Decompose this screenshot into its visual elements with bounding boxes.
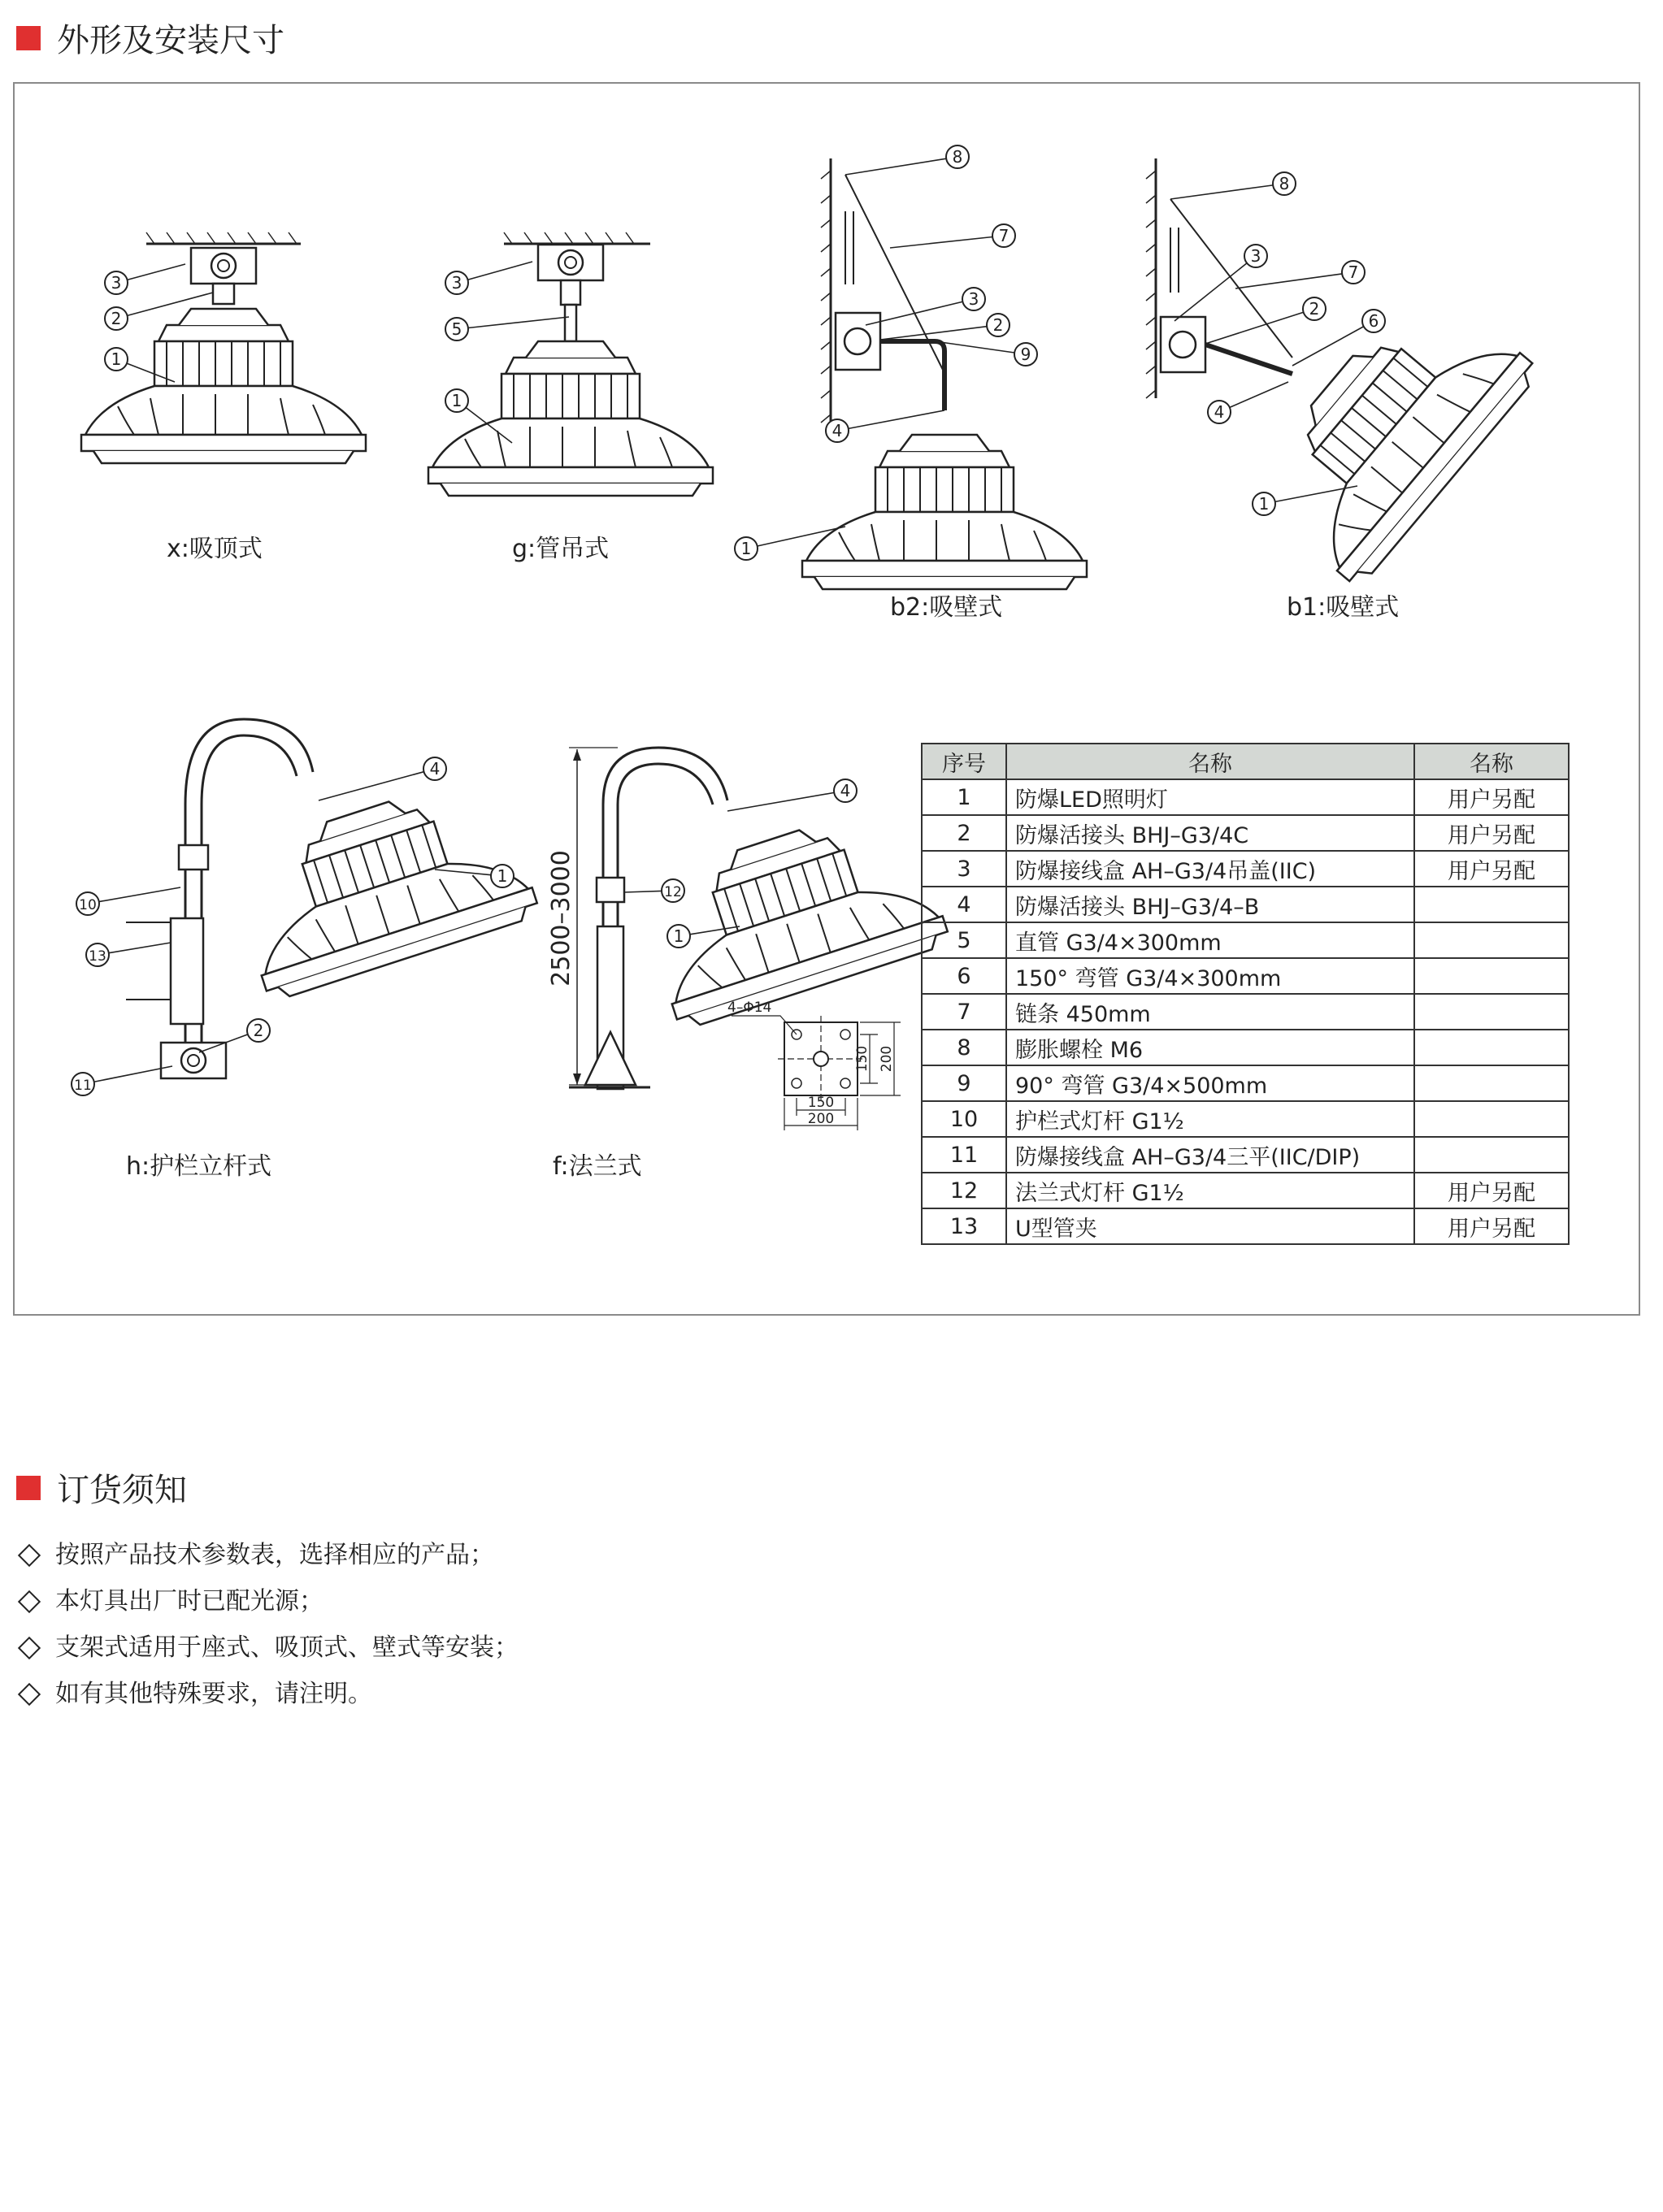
section-title-ordering: [16, 1464, 187, 1511]
cell-no: 6: [922, 958, 1006, 994]
caption-b1: b1:吸壁式: [1287, 593, 1400, 622]
cell-remark: [1414, 1137, 1569, 1173]
cell-no: 12: [922, 1173, 1006, 1208]
cell-no: 9: [922, 1065, 1006, 1101]
cell-no: 8: [922, 1030, 1006, 1065]
table-row: [922, 851, 1569, 887]
callout-number: 7: [998, 226, 1010, 245]
callout-leader: [890, 236, 992, 248]
figure-f: [547, 748, 951, 1130]
note-item: 按照产品技术参数表，选择相应的产品；: [16, 1532, 519, 1578]
header-name: 名称: [1006, 744, 1414, 779]
dim-hole: 4–Φ14: [727, 1000, 772, 1016]
callout-leader: [468, 317, 569, 327]
note-item: 如有其他特殊要求，请注明。: [16, 1671, 519, 1717]
note-item: 支架式适用于座式、吸顶式、壁式等安装；: [16, 1624, 519, 1671]
callout-leader: [319, 772, 423, 800]
callout-leader: [1170, 185, 1273, 199]
header-no: 序号: [922, 744, 1006, 779]
cell-no: 13: [922, 1208, 1006, 1244]
callout-number: 12: [664, 884, 682, 900]
callout-leader: [845, 158, 946, 175]
dim-150-vertical: 150: [854, 1045, 871, 1073]
cell-no: 7: [922, 994, 1006, 1030]
diamond-icon: [18, 1590, 41, 1612]
figure-h: [126, 719, 541, 1078]
red-square-icon: [16, 1476, 41, 1500]
callout-leader: [1175, 263, 1247, 321]
callout-number: 1: [740, 539, 752, 558]
cell-remark: [1414, 1065, 1569, 1101]
figure-x: [81, 232, 366, 463]
callout-leader: [624, 891, 662, 892]
table-row: [922, 815, 1569, 851]
cell-name: 直管 G3/4×300mm: [1006, 922, 1414, 958]
cell-remark: 用户另配: [1414, 815, 1569, 851]
caption-b2: b2:吸壁式: [890, 593, 1003, 622]
cell-name: 防爆活接头 BHJ–G3/4–B: [1006, 887, 1414, 922]
dim-200-vertical: 200: [879, 1045, 895, 1073]
cell-name: 护栏式灯杆 G1½: [1006, 1101, 1414, 1137]
callout-leader: [1230, 382, 1288, 407]
figure-b2: [802, 158, 1087, 589]
cell-name: 链条 450mm: [1006, 994, 1414, 1030]
table-row: [922, 1030, 1569, 1065]
cell-name: 防爆活接头 BHJ–G3/4C: [1006, 815, 1414, 851]
callout-number: 4: [1214, 402, 1225, 422]
dim-200-horizontal: 200: [807, 1111, 835, 1127]
table-row: [922, 779, 1569, 815]
callout-number: 3: [451, 273, 462, 293]
cell-remark: 用户另配: [1414, 1173, 1569, 1208]
callout-number: 3: [968, 289, 979, 309]
callout-number: 2: [992, 315, 1004, 335]
cell-no: 2: [922, 815, 1006, 851]
callout-number: 1: [1258, 494, 1270, 514]
ordering-notes: [16, 1532, 519, 1717]
cell-no: 4: [922, 887, 1006, 922]
callout-leader: [1235, 274, 1342, 288]
diamond-icon: [18, 1682, 41, 1705]
callout-number: 6: [1368, 311, 1379, 331]
dim-150-horizontal: 150: [807, 1095, 835, 1111]
callout-number: 1: [497, 866, 508, 886]
section-title-text: 外形及安装尺寸: [57, 22, 284, 59]
callout-number: 2: [253, 1021, 264, 1040]
table-row: [922, 1101, 1569, 1137]
callout-leader: [849, 410, 944, 428]
callout-leader: [99, 887, 180, 902]
callout-number: 7: [1348, 262, 1359, 282]
callout-number: 5: [451, 319, 462, 339]
cell-remark: [1414, 887, 1569, 922]
callout-number: 4: [840, 781, 851, 800]
note-item: 本灯具出厂时已配光源；: [16, 1578, 519, 1624]
table-row: [922, 1173, 1569, 1208]
callout-number: 9: [1020, 345, 1031, 364]
caption-h: h:护栏立杆式: [126, 1152, 272, 1181]
caption-x: x:吸顶式: [167, 535, 263, 563]
cell-name: 防爆接线盒 AH–G3/4三平(IIC/DIP): [1006, 1137, 1414, 1173]
cell-name: 膨胀螺栓 M6: [1006, 1030, 1414, 1065]
callout-number: 2: [1309, 299, 1320, 319]
caption-g: g:管吊式: [512, 535, 610, 563]
cell-remark: 用户另配: [1414, 851, 1569, 887]
callout-number: 4: [429, 759, 441, 779]
cell-remark: [1414, 994, 1569, 1030]
callout-leader: [880, 327, 987, 340]
cell-remark: [1414, 922, 1569, 958]
callout-number: 1: [111, 349, 122, 369]
table-header-row: [922, 744, 1569, 779]
table-row: [922, 994, 1569, 1030]
cell-name: 防爆接线盒 AH–G3/4吊盖(IIC): [1006, 851, 1414, 887]
callout-number: 3: [1250, 246, 1261, 266]
cell-no: 11: [922, 1137, 1006, 1173]
callout-leader: [128, 264, 185, 280]
parts-table: [921, 743, 1570, 1245]
callout-number: 13: [89, 948, 106, 965]
cell-name: 90° 弯管 G3/4×500mm: [1006, 1065, 1414, 1101]
caption-f: f:法兰式: [553, 1152, 642, 1181]
diamond-icon: [18, 1543, 41, 1566]
callout-number: 3: [111, 273, 122, 293]
table-row: [922, 922, 1569, 958]
callout-leader: [727, 792, 834, 811]
table-row: [922, 958, 1569, 994]
cell-remark: 用户另配: [1414, 1208, 1569, 1244]
callout-number: 1: [673, 926, 684, 946]
callout-number: 10: [79, 897, 97, 913]
callout-number: 1: [451, 391, 462, 410]
cell-name: 防爆LED照明灯: [1006, 779, 1414, 815]
cell-remark: [1414, 1101, 1569, 1137]
cell-no: 3: [922, 851, 1006, 887]
section-title-text: 订货须知: [57, 1472, 187, 1509]
callout-number: 8: [1279, 174, 1290, 193]
table-row: [922, 1065, 1569, 1101]
table-row: [922, 1137, 1569, 1173]
callout-number: 4: [832, 421, 843, 440]
diamond-icon: [18, 1636, 41, 1659]
callout-leader: [467, 262, 532, 280]
callout-number: 11: [74, 1078, 92, 1094]
cell-no: 10: [922, 1101, 1006, 1137]
figure-g: [428, 232, 713, 496]
callout-leader: [109, 943, 171, 953]
cell-name: 150° 弯管 G3/4×300mm: [1006, 958, 1414, 994]
cell-remark: [1414, 1030, 1569, 1065]
cell-no: 1: [922, 779, 1006, 815]
callout-number: 8: [952, 147, 963, 167]
callout-leader: [1205, 312, 1304, 344]
cell-name: 法兰式灯杆 G1½: [1006, 1173, 1414, 1208]
cell-remark: 用户另配: [1414, 779, 1569, 815]
cell-no: 5: [922, 922, 1006, 958]
figure-b1: [1146, 158, 1542, 589]
cell-name: U型管夹: [1006, 1208, 1414, 1244]
cell-remark: [1414, 958, 1569, 994]
dim-height: 2500–3000: [547, 850, 575, 987]
header-remark: 名称: [1414, 744, 1569, 779]
callout-number: 2: [111, 309, 122, 328]
table-row: [922, 1208, 1569, 1244]
table-row: [922, 887, 1569, 922]
